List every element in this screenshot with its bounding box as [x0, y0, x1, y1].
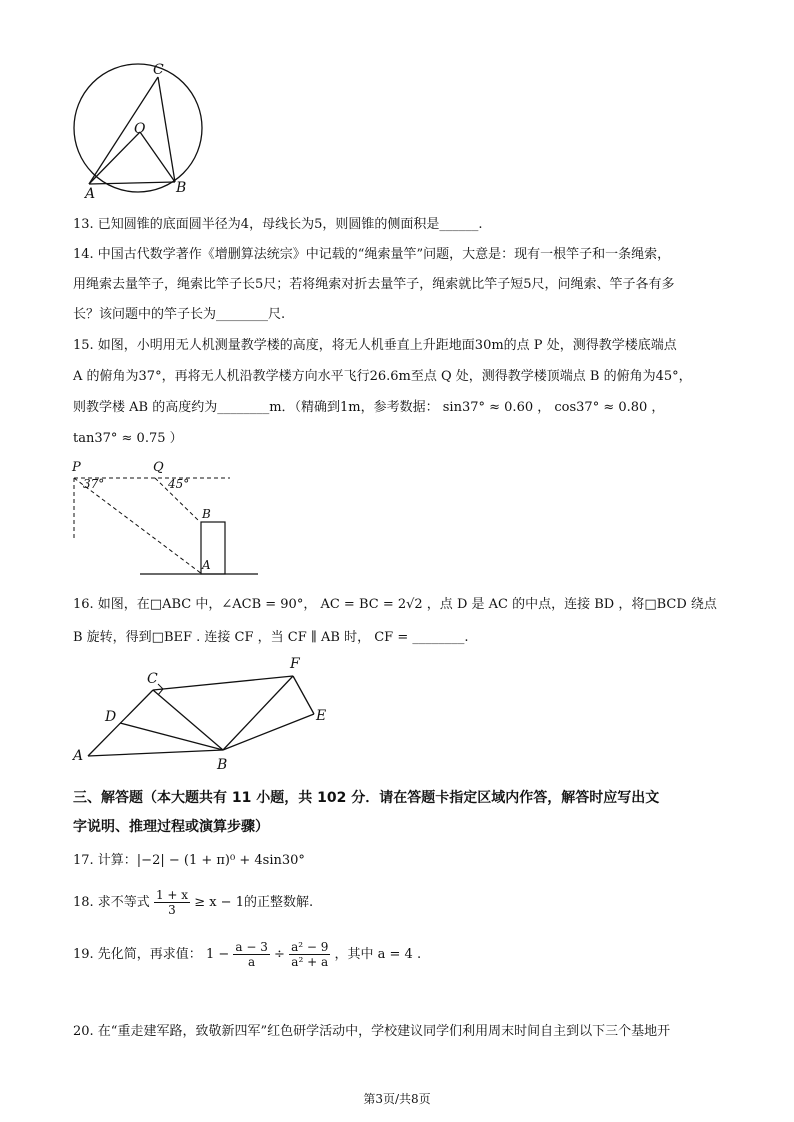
q18-denominator: 3: [168, 903, 176, 917]
question-14-line-2: 用绳索去量竿子，绳索比竿子长5尺；若将绳索对折去量竿子，绳索就比竿子短5尺，问绳索、竿子各有多: [73, 277, 675, 292]
q18-prefix: 18. 求不等式: [73, 895, 150, 910]
q19-fraction-2: [289, 940, 330, 969]
question-14-line-1: 14. 中国古代数学著作《增删算法统宗》中记载的“绳索量竿”问题，大意是：现有一根竿子和一条绳索，: [73, 247, 671, 262]
label-f: F: [290, 656, 300, 672]
label-b2: B: [217, 757, 228, 773]
label-building-b: B: [202, 507, 211, 521]
section-3-heading-line-1: 三、解答题（本大题共有 11 小题，共 102 分．请在答题卡指定区域内作答，解答时应写出文: [73, 790, 660, 806]
question-14-line-3: 长？该问题中的竿子长为________尺.: [73, 307, 286, 322]
q19-f2-numerator: a² − 9: [291, 940, 329, 954]
segment-ca: [89, 77, 158, 184]
segment-cf: [153, 676, 293, 690]
question-15-line-2: A 的俯角为37°，再将无人机沿教学楼方向水平飞行26.6m至点 Q 处，测得教学楼顶端点 B 的俯角为45°，: [73, 369, 692, 384]
question-13: 13. 已知圆锥的底面圆半径为4，母线长为5，则圆锥的侧面积是______.: [73, 217, 483, 232]
label-building-a: A: [202, 558, 211, 572]
segment-fe: [293, 676, 314, 714]
label-c2: C: [147, 671, 158, 687]
label-o: O: [134, 121, 146, 137]
section-3-heading-line-2: 字说明、推理过程或演算步骤）: [73, 819, 269, 835]
rotation-figure: [80, 670, 340, 770]
q19-suffix: ，其中 a = 4 .: [334, 947, 422, 962]
label-p: P: [72, 460, 81, 475]
angle-45-label: 45°: [168, 477, 190, 491]
question-15-line-1: 15. 如图，小明用无人机测量教学楼的高度，将无人机垂直上升距地面30m的点 P 处，测得教学楼底端点: [73, 338, 677, 353]
q18-numerator: 1 + x: [155, 888, 189, 902]
question-16-line-2: B 旋转，得到□BEF . 连接 CF ，当 CF ∥ AB 时， CF = ________.: [73, 630, 469, 645]
q19-f1-numerator: a − 3: [235, 940, 268, 954]
question-18: [73, 886, 313, 920]
sight-line-pa: [74, 478, 202, 574]
segment-cb: [158, 77, 175, 182]
question-15-line-4: tan37° ≈ 0.75 ）: [73, 431, 183, 446]
q19-f1-denominator: a: [248, 955, 256, 969]
label-b: B: [176, 180, 187, 196]
question-15-line-3: 则教学楼 AB 的高度约为________m．（精确到1m，参考数据： sin37° ≈ 0.60 ， cos37° ≈ 0.80 ，: [73, 400, 665, 415]
q19-f2-denominator: a² + a: [291, 955, 329, 969]
q19-fraction-1: [233, 940, 269, 969]
question-17: 17. 计算：|−2| − (1 + π)⁰ + 4sin30°: [73, 853, 305, 868]
segment-eb: [223, 714, 314, 750]
label-a2: A: [73, 748, 84, 764]
label-a: A: [85, 186, 96, 202]
q19-divide: ÷: [274, 947, 285, 962]
q19-prefix: 19. 先化简，再求值： 1 −: [73, 947, 230, 962]
page-footer: 第3页/共8页: [363, 1092, 431, 1106]
segment-ob: [140, 132, 175, 182]
label-c: C: [153, 62, 164, 78]
question-19: [73, 938, 421, 972]
question-20: 20. 在“重走建军路，致敬新四军”红色研学活动中，学校建议同学们利用周末时间自主到以下三个基地开: [73, 1024, 671, 1039]
label-d: D: [105, 709, 117, 725]
segment-ab: [89, 182, 175, 184]
angle-37-label: 37°: [83, 477, 105, 491]
segment-oa: [89, 132, 140, 184]
q18-fraction: [154, 888, 190, 917]
label-q: Q: [153, 460, 164, 475]
segment-ab: [88, 750, 223, 756]
segment-fb: [223, 676, 293, 750]
q18-suffix: ≥ x − 1的正整数解.: [194, 895, 314, 910]
question-16-line-1: 16. 如图，在□ABC 中，∠ACB = 90°， AC = BC = 2√2 ，点 D 是 AC 的中点，连接 BD ，将□BCD 绕点: [73, 597, 717, 612]
label-e: E: [316, 708, 327, 724]
